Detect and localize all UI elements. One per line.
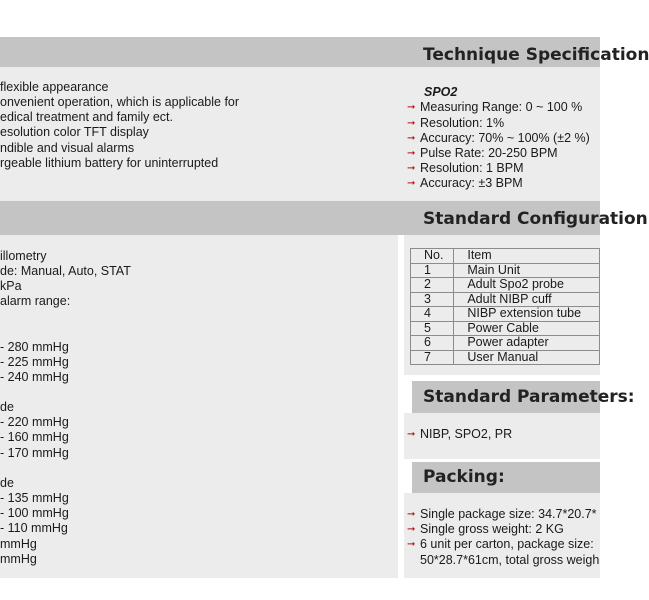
table-cell: 3 [411, 292, 454, 307]
table-cell: NIBP extension tube [454, 307, 600, 322]
spec-item-text: Measuring Range: 0 ~ 100 % [420, 100, 583, 114]
spec-item-text: Pulse Rate: 20-250 BPM [420, 146, 558, 160]
nibp-line: illometry [0, 249, 47, 263]
spec-item [407, 146, 558, 161]
packing-item [407, 522, 564, 537]
table-header-cell: No. [411, 249, 454, 264]
spec-item [407, 176, 523, 191]
arrow-bullet-icon: ➞ [407, 429, 416, 440]
table-cell: Adult NIBP cuff [454, 292, 600, 307]
spec-item [407, 116, 504, 131]
nibp-line: de [0, 400, 14, 414]
table-cell: 4 [411, 307, 454, 322]
table-row [411, 263, 600, 278]
table-row [411, 336, 600, 351]
nibp-line: kPa [0, 279, 22, 293]
table-cell: Power Cable [454, 321, 600, 336]
table-cell: 7 [411, 350, 454, 365]
table-row [411, 292, 600, 307]
arrow-bullet-icon: ➞ [407, 148, 416, 159]
feature-line: esolution color TFT display [0, 125, 149, 139]
nibp-line: de: Manual, Auto, STAT [0, 264, 131, 278]
arrow-bullet-icon: ➞ [407, 524, 416, 535]
technique-heading: Technique Specification [423, 45, 649, 65]
spec-item-text: Resolution: 1% [420, 116, 505, 130]
spec-item-text: Accuracy: 70% ~ 100% (±2 %) [420, 131, 590, 145]
nibp-line: mmHg [0, 537, 37, 551]
arrow-bullet-icon: ➞ [407, 133, 416, 144]
table-cell: Adult Spo2 probe [454, 278, 600, 293]
nibp-line: - 225 mmHg [0, 355, 69, 369]
table-row [411, 350, 600, 365]
spec-item-text: Resolution: 1 BPM [420, 161, 524, 175]
arrow-bullet-icon: ➞ [407, 163, 416, 174]
table-cell: 2 [411, 278, 454, 293]
nibp-line: - 160 mmHg [0, 430, 69, 444]
nibp-line: - 220 mmHg [0, 415, 69, 429]
arrow-bullet-icon: ➞ [407, 118, 416, 129]
packing-text: Single package size: 34.7*20.7* [420, 507, 597, 521]
table-header-cell: Item [454, 249, 600, 264]
packing-continuation: 50*28.7*61cm, total gross weigh [420, 553, 600, 567]
arrow-bullet-icon: ➞ [407, 539, 416, 550]
table-header-row [411, 249, 600, 264]
table-row [411, 307, 600, 322]
nibp-line: - 280 mmHg [0, 340, 69, 354]
nibp-line: - 170 mmHg [0, 446, 69, 460]
configuration-table [410, 248, 600, 365]
arrow-bullet-icon: ➞ [407, 178, 416, 189]
table-cell: Power adapter [454, 336, 600, 351]
nibp-line: de [0, 476, 14, 490]
table-cell: 5 [411, 321, 454, 336]
feature-line: ndible and visual alarms [0, 141, 135, 155]
parameters-heading: Standard Parameters: [423, 387, 635, 407]
nibp-line: alarm range: [0, 294, 71, 308]
parameter-item [407, 427, 512, 442]
arrow-bullet-icon: ➞ [407, 102, 416, 113]
table-row [411, 321, 600, 336]
nibp-line: - 100 mmHg [0, 506, 69, 520]
nibp-line: - 135 mmHg [0, 491, 69, 505]
packing-heading: Packing: [423, 467, 505, 487]
packing-item [407, 507, 597, 522]
arrow-bullet-icon: ➞ [407, 509, 416, 520]
nibp-line: - 110 mmHg [0, 521, 68, 535]
packing-text: 6 unit per carton, package size: [420, 537, 594, 551]
table-cell: 1 [411, 263, 454, 278]
configuration-heading: Standard Configuration [423, 209, 648, 229]
parameter-text: NIBP, SPO2, PR [420, 427, 513, 441]
table-row [411, 278, 600, 293]
spec-item-text: Accuracy: ±3 BPM [420, 176, 523, 190]
spo2-subheading: SPO2 [424, 85, 458, 99]
spec-item [407, 161, 524, 176]
feature-line: flexible appearance [0, 80, 109, 94]
packing-text: Single gross weight: 2 KG [420, 522, 564, 536]
table-cell: Main Unit [454, 263, 600, 278]
packing-item [407, 537, 594, 552]
nibp-line: mmHg [0, 552, 37, 566]
spec-item [407, 131, 590, 146]
feature-line: onvenient operation, which is applicable for [0, 95, 240, 109]
table-cell: User Manual [454, 350, 600, 365]
table-cell: 6 [411, 336, 454, 351]
spec-item [407, 100, 582, 115]
nibp-line: - 240 mmHg [0, 370, 69, 384]
feature-line: edical treatment and family ect. [0, 110, 173, 124]
feature-line: rgeable lithium battery for uninterrupted [0, 156, 219, 170]
